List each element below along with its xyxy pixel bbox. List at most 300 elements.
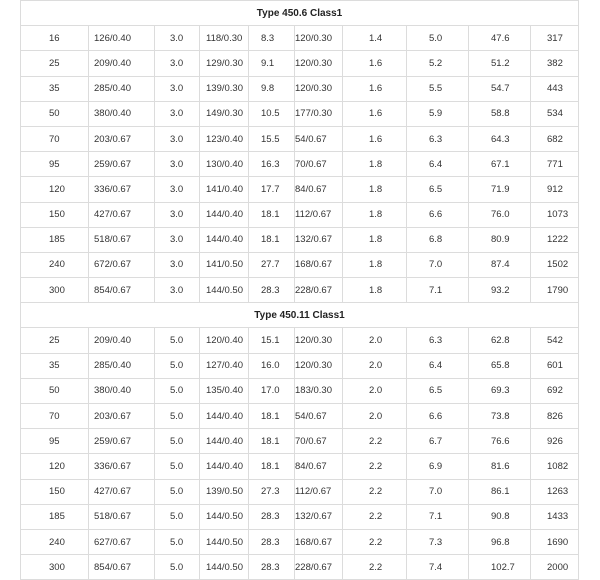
table-cell	[249, 328, 295, 353]
cell-value: 132/0.67	[295, 234, 332, 246]
table-cell	[407, 51, 469, 76]
cell-value: 203/0.67	[94, 410, 131, 422]
table-cell	[469, 126, 531, 151]
table-cell	[407, 454, 469, 479]
table-cell	[89, 202, 155, 227]
cell-value: 62.8	[491, 335, 510, 347]
table-cell	[21, 177, 89, 202]
table-cell	[295, 177, 343, 202]
table-cell	[21, 529, 89, 554]
section-title: Type 450.11 Class1	[21, 303, 579, 328]
cell-value: 84/0.67	[295, 183, 327, 195]
cell-value: 64.3	[491, 133, 510, 145]
table-cell	[155, 504, 200, 529]
cell-value: 144/0.40	[206, 435, 243, 447]
table-row	[21, 404, 579, 429]
cell-value: 7.4	[429, 561, 443, 573]
table-cell	[407, 429, 469, 454]
cell-value: 28.3	[261, 284, 280, 296]
table-cell	[343, 555, 407, 580]
cell-value: 112/0.67	[295, 486, 332, 498]
table-cell	[249, 177, 295, 202]
table-cell	[89, 252, 155, 277]
table-cell	[531, 152, 579, 177]
table-cell	[295, 202, 343, 227]
table-row	[21, 76, 579, 101]
table-cell	[531, 555, 579, 580]
table-cell	[295, 227, 343, 252]
table-cell	[407, 76, 469, 101]
cell-value: 16.3	[261, 158, 280, 170]
section-header-row	[21, 303, 579, 328]
table-cell	[531, 51, 579, 76]
cell-value: 6.5	[429, 183, 443, 195]
cell-value: 5.0	[170, 360, 184, 372]
cell-value: 5.0	[170, 511, 184, 523]
cell-value: 3.0	[170, 183, 184, 195]
table-cell	[89, 429, 155, 454]
table-cell	[407, 252, 469, 277]
cell-value: 2.2	[369, 435, 383, 447]
cell-value: 141/0.50	[206, 259, 243, 271]
table-cell	[343, 504, 407, 529]
table-cell	[531, 479, 579, 504]
cell-value: 144/0.40	[206, 234, 243, 246]
table-cell	[407, 126, 469, 151]
table-cell	[469, 429, 531, 454]
cell-value: 3.0	[170, 32, 184, 44]
table-cell	[89, 529, 155, 554]
table-cell	[469, 26, 531, 51]
cell-value: 336/0.67	[94, 460, 131, 472]
table-cell	[155, 26, 200, 51]
cell-value: 120/0.30	[295, 335, 332, 347]
cable-spec-table	[20, 0, 579, 580]
table-row	[21, 278, 579, 303]
cell-value: 5.9	[429, 108, 443, 120]
table-cell	[21, 555, 89, 580]
cell-value: 86.1	[491, 486, 510, 498]
table-cell	[89, 454, 155, 479]
table-cell	[469, 454, 531, 479]
cell-value: 7.0	[429, 259, 443, 271]
cell-value: 854/0.67	[94, 561, 131, 573]
cell-value: 3.0	[170, 234, 184, 246]
cell-value: 2.0	[369, 335, 383, 347]
cell-value: 601	[547, 360, 563, 372]
table-row	[21, 328, 579, 353]
table-cell	[469, 152, 531, 177]
table-cell	[407, 404, 469, 429]
table-cell	[21, 26, 89, 51]
cell-value: 6.3	[429, 335, 443, 347]
table-cell	[155, 202, 200, 227]
table-cell	[89, 152, 155, 177]
cell-value: 132/0.67	[295, 511, 332, 523]
table-cell	[469, 177, 531, 202]
table-cell	[343, 378, 407, 403]
cell-value: 1.4	[369, 32, 383, 44]
table-cell	[249, 353, 295, 378]
cell-value: 6.8	[429, 234, 443, 246]
table-cell	[155, 429, 200, 454]
table-cell	[21, 328, 89, 353]
cell-value: 7.0	[429, 486, 443, 498]
cell-value: 285/0.40	[94, 360, 131, 372]
table-row	[21, 555, 579, 580]
cell-value: 120	[49, 183, 65, 195]
table-cell	[343, 177, 407, 202]
cell-value: 1502	[547, 259, 569, 271]
table-cell	[200, 278, 249, 303]
table-cell	[249, 404, 295, 429]
table-row	[21, 51, 579, 76]
cell-value: 76.0	[491, 209, 510, 221]
cell-value: 185	[49, 234, 65, 246]
table-cell	[249, 202, 295, 227]
cell-value: 144/0.50	[206, 561, 243, 573]
table-cell	[407, 555, 469, 580]
cell-value: 144/0.50	[206, 511, 243, 523]
cell-value: 1082	[547, 460, 569, 472]
table-cell	[407, 278, 469, 303]
cell-value: 35	[49, 360, 60, 372]
cell-value: 65.8	[491, 360, 510, 372]
table-cell	[343, 479, 407, 504]
cell-value: 112/0.67	[295, 209, 332, 221]
table-cell	[155, 404, 200, 429]
table-cell	[407, 529, 469, 554]
table-cell	[469, 479, 531, 504]
table-cell	[469, 51, 531, 76]
cell-value: 120/0.40	[206, 335, 243, 347]
cell-value: 912	[547, 183, 563, 195]
cell-value: 5.0	[170, 561, 184, 573]
table-cell	[89, 101, 155, 126]
cell-value: 35	[49, 83, 60, 95]
table-cell	[531, 76, 579, 101]
cell-value: 692	[547, 385, 563, 397]
cell-value: 203/0.67	[94, 133, 131, 145]
table-cell	[200, 353, 249, 378]
cell-value: 120/0.30	[295, 57, 332, 69]
cell-value: 93.2	[491, 284, 510, 296]
table-row	[21, 454, 579, 479]
table-cell	[531, 504, 579, 529]
cell-value: 150	[49, 209, 65, 221]
cell-value: 71.9	[491, 183, 510, 195]
table-cell	[295, 504, 343, 529]
cell-value: 5.0	[170, 486, 184, 498]
cell-value: 54/0.67	[295, 410, 327, 422]
table-cell	[407, 177, 469, 202]
cell-value: 3.0	[170, 83, 184, 95]
cell-value: 120/0.30	[295, 83, 332, 95]
table-cell	[531, 252, 579, 277]
table-cell	[249, 76, 295, 101]
table-cell	[343, 227, 407, 252]
table-cell	[295, 454, 343, 479]
cell-value: 1073	[547, 209, 569, 221]
cell-value: 95	[49, 158, 60, 170]
table-cell	[89, 177, 155, 202]
cell-value: 183/0.30	[295, 385, 332, 397]
table-cell	[407, 353, 469, 378]
cell-value: 518/0.67	[94, 234, 131, 246]
cell-value: 259/0.67	[94, 158, 131, 170]
table-cell	[343, 328, 407, 353]
cell-value: 3.0	[170, 158, 184, 170]
table-cell	[155, 378, 200, 403]
table-cell	[249, 278, 295, 303]
cell-value: 3.0	[170, 57, 184, 69]
cell-value: 3.0	[170, 259, 184, 271]
table-cell	[343, 353, 407, 378]
cell-value: 1263	[547, 486, 569, 498]
table-cell	[249, 26, 295, 51]
table-row	[21, 152, 579, 177]
table-cell	[343, 51, 407, 76]
table-cell	[200, 504, 249, 529]
table-cell	[343, 76, 407, 101]
table-row	[21, 252, 579, 277]
table-cell	[89, 328, 155, 353]
cell-value: 6.6	[429, 410, 443, 422]
table-cell	[249, 529, 295, 554]
table-cell	[155, 252, 200, 277]
table-cell	[249, 555, 295, 580]
cell-value: 51.2	[491, 57, 510, 69]
table-cell	[531, 26, 579, 51]
table-cell	[295, 353, 343, 378]
table-cell	[469, 252, 531, 277]
table-cell	[21, 504, 89, 529]
table-cell	[155, 177, 200, 202]
cell-value: 826	[547, 410, 563, 422]
cell-value: 5.0	[170, 435, 184, 447]
table-cell	[89, 76, 155, 101]
cell-value: 7.3	[429, 536, 443, 548]
cell-value: 1.8	[369, 284, 383, 296]
cell-value: 317	[547, 32, 563, 44]
cell-value: 1.6	[369, 57, 383, 69]
table-cell	[155, 555, 200, 580]
table-cell	[249, 378, 295, 403]
cell-value: 47.6	[491, 32, 510, 44]
table-cell	[155, 479, 200, 504]
cell-value: 6.6	[429, 209, 443, 221]
table-row	[21, 529, 579, 554]
table-cell	[155, 278, 200, 303]
cell-value: 259/0.67	[94, 435, 131, 447]
cell-value: 1.6	[369, 83, 383, 95]
cell-value: 8.3	[261, 32, 275, 44]
cell-value: 6.4	[429, 158, 443, 170]
cell-value: 854/0.67	[94, 284, 131, 296]
cell-value: 70	[49, 410, 60, 422]
cell-value: 120/0.30	[295, 360, 332, 372]
table-cell	[469, 202, 531, 227]
table-cell	[469, 404, 531, 429]
table-cell	[200, 252, 249, 277]
section-title: Type 450.6 Class1	[21, 1, 579, 26]
table-cell	[531, 404, 579, 429]
table-cell	[407, 328, 469, 353]
table-cell	[343, 278, 407, 303]
table-cell	[295, 152, 343, 177]
cell-value: 534	[547, 108, 563, 120]
cell-value: 95	[49, 435, 60, 447]
cell-value: 16.0	[261, 360, 280, 372]
table-cell	[531, 429, 579, 454]
table-cell	[200, 202, 249, 227]
table-cell	[21, 252, 89, 277]
table-cell	[469, 555, 531, 580]
cell-value: 54.7	[491, 83, 510, 95]
cable-spec-table-container	[20, 0, 580, 580]
table-cell	[469, 378, 531, 403]
table-cell	[89, 278, 155, 303]
cell-value: 129/0.30	[206, 57, 243, 69]
table-cell	[200, 126, 249, 151]
cell-value: 1.8	[369, 209, 383, 221]
table-cell	[531, 202, 579, 227]
cell-value: 168/0.67	[295, 259, 332, 271]
table-cell	[200, 429, 249, 454]
cell-value: 2.0	[369, 385, 383, 397]
cell-value: 15.5	[261, 133, 280, 145]
cell-value: 771	[547, 158, 563, 170]
cell-value: 87.4	[491, 259, 510, 271]
table-cell	[249, 454, 295, 479]
cell-value: 144/0.40	[206, 209, 243, 221]
table-cell	[200, 152, 249, 177]
cell-value: 1.8	[369, 183, 383, 195]
cell-value: 144/0.40	[206, 460, 243, 472]
cell-value: 80.9	[491, 234, 510, 246]
table-cell	[21, 202, 89, 227]
cell-value: 7.1	[429, 511, 443, 523]
cell-value: 73.8	[491, 410, 510, 422]
table-cell	[295, 76, 343, 101]
table-cell	[200, 454, 249, 479]
table-cell	[295, 26, 343, 51]
cell-value: 6.5	[429, 385, 443, 397]
cell-value: 18.1	[261, 410, 280, 422]
cell-value: 28.3	[261, 561, 280, 573]
cell-value: 70	[49, 133, 60, 145]
section-header-row	[21, 1, 579, 26]
table-cell	[407, 479, 469, 504]
table-cell	[21, 454, 89, 479]
cell-value: 300	[49, 561, 65, 573]
table-cell	[200, 101, 249, 126]
table-cell	[21, 479, 89, 504]
cell-value: 81.6	[491, 460, 510, 472]
table-row	[21, 429, 579, 454]
table-cell	[155, 328, 200, 353]
table-cell	[89, 353, 155, 378]
cell-value: 18.1	[261, 435, 280, 447]
cell-value: 70/0.67	[295, 435, 327, 447]
table-cell	[21, 76, 89, 101]
table-cell	[155, 529, 200, 554]
table-cell	[155, 227, 200, 252]
cell-value: 443	[547, 83, 563, 95]
table-cell	[295, 328, 343, 353]
cell-value: 70/0.67	[295, 158, 327, 170]
cell-value: 5.0	[170, 536, 184, 548]
cell-value: 120	[49, 460, 65, 472]
table-cell	[200, 227, 249, 252]
table-cell	[200, 378, 249, 403]
table-cell	[21, 101, 89, 126]
cell-value: 50	[49, 108, 60, 120]
table-row	[21, 26, 579, 51]
table-cell	[343, 26, 407, 51]
cell-value: 18.1	[261, 209, 280, 221]
table-cell	[295, 479, 343, 504]
table-cell	[21, 378, 89, 403]
table-cell	[155, 76, 200, 101]
cell-value: 27.3	[261, 486, 280, 498]
table-cell	[21, 353, 89, 378]
table-cell	[407, 504, 469, 529]
cell-value: 926	[547, 435, 563, 447]
cell-value: 627/0.67	[94, 536, 131, 548]
table-cell	[249, 152, 295, 177]
table-cell	[21, 51, 89, 76]
table-cell	[407, 378, 469, 403]
table-cell	[469, 76, 531, 101]
table-cell	[155, 101, 200, 126]
cell-value: 120/0.30	[295, 32, 332, 44]
table-cell	[295, 278, 343, 303]
table-row	[21, 177, 579, 202]
cell-value: 5.0	[429, 32, 443, 44]
cell-value: 16	[49, 32, 60, 44]
cell-value: 1.8	[369, 158, 383, 170]
table-cell	[21, 126, 89, 151]
table-cell	[469, 353, 531, 378]
cell-value: 185	[49, 511, 65, 523]
cell-value: 518/0.67	[94, 511, 131, 523]
cell-value: 135/0.40	[206, 385, 243, 397]
cell-value: 58.8	[491, 108, 510, 120]
table-cell	[531, 126, 579, 151]
cell-value: 123/0.40	[206, 133, 243, 145]
cell-value: 682	[547, 133, 563, 145]
table-cell	[531, 378, 579, 403]
table-cell	[89, 504, 155, 529]
cell-value: 542	[547, 335, 563, 347]
table-cell	[249, 429, 295, 454]
cell-value: 10.5	[261, 108, 280, 120]
cell-value: 3.0	[170, 133, 184, 145]
table-cell	[200, 76, 249, 101]
cell-value: 1.8	[369, 259, 383, 271]
cell-value: 5.0	[170, 460, 184, 472]
cell-value: 127/0.40	[206, 360, 243, 372]
table-cell	[200, 479, 249, 504]
cell-value: 18.1	[261, 460, 280, 472]
table-cell	[155, 126, 200, 151]
table-cell	[295, 378, 343, 403]
table-cell	[295, 126, 343, 151]
table-cell	[21, 429, 89, 454]
cell-value: 209/0.40	[94, 57, 131, 69]
table-cell	[469, 529, 531, 554]
